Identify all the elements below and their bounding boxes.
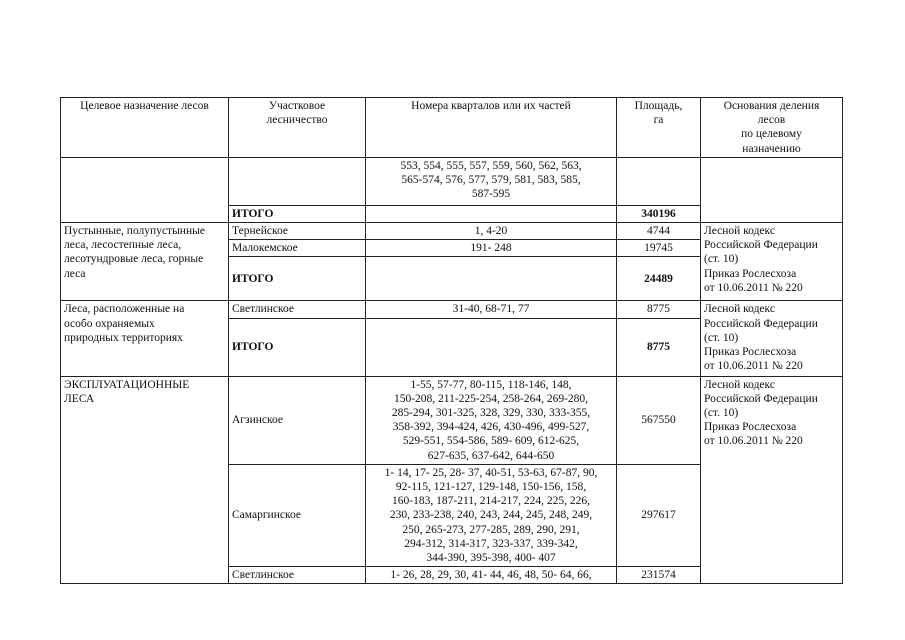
quarters-cell: 1- 14, 17- 25, 28- 37, 40-51, 53-63, 67-87, 90, 92-115, 121-127, 129-148, 150-156, 158, 160-183, 187-211, 214-217, 224, 225, 226, 230, 233-238, 240, 243, 244, 245, 248, 249, 250, 265-273, 277-285, 289, 290, 291, 294-312, 314-317, 323-337, 339-342, 344-390, 395-398, 400- 407 [366,464,617,566]
area-cell: 297617 [617,464,701,566]
table-row [61,157,843,205]
quarters-cell: 1-55, 57-77, 80-115, 118-146, 148, 150-208, 211-225-254, 258-264, 269-280, 285-294, 301-325, 328, 329, 330, 333-355, 358-392, 394-424, 426, 430-496, 499-527, 529-551, 554-586, 589- 609, 612-625, 627-635, 637-642, 644-650 [366,376,617,464]
basis-cell: Лесной кодекс Российской Федерации (ст. 10) Приказ Рослесхоза от 10.06.2011 № 220 [701,376,843,584]
forestry-cell: Светлинское [229,301,366,318]
total-quarters-empty [366,318,617,376]
table-header-row [61,98,843,158]
table-row [61,301,843,318]
header-basis: Основания деления лесов по целевому назначению [701,98,843,158]
forest-purpose-table [60,97,843,584]
header-forestry: Участковое лесничество [229,98,366,158]
quarters-cell: 31-40, 68-71, 77 [366,301,617,318]
table-row [61,376,843,464]
quarters-cell: 1- 26, 28, 29, 30, 41- 44, 46, 48, 50- 64, 66, [366,567,617,584]
purpose-cell: Леса, расположенные на особо охраняемых природных территориях [61,301,229,376]
forestry-cell: Светлинское [229,567,366,584]
total-quarters-empty [366,205,617,222]
total-area: 24489 [617,257,701,301]
total-area: 8775 [617,318,701,376]
purpose-cell: ЭКСПЛУАТАЦИОННЫЕ ЛЕСА [61,376,229,584]
cont-quarters-cell: 553, 554, 555, 557, 559, 560, 562, 563, 565-574, 576, 577, 579, 581, 583, 585, 587-595 [366,157,617,205]
area-cell: 8775 [617,301,701,318]
area-cell: 4744 [617,223,701,240]
quarters-cell: 191- 248 [366,240,617,257]
forestry-cell: Агзинское [229,376,366,464]
cont-basis-cell [701,157,843,222]
table-row [61,223,843,240]
total-label: ИТОГО [229,257,366,301]
total-area: 340196 [617,205,701,222]
total-label: ИТОГО [229,318,366,376]
area-cell: 567550 [617,376,701,464]
basis-cell: Лесной кодекс Российской Федерации (ст. 10) Приказ Рослесхоза от 10.06.2011 № 220 [701,223,843,301]
cont-purpose-cell [61,157,229,222]
header-area: Площадь, га [617,98,701,158]
purpose-cell: Пустынные, полупустынные леса, лесостепные леса, лесотундровые леса, горные леса [61,223,229,301]
forestry-cell: Самаргинское [229,464,366,566]
header-purpose: Целевое назначение лесов [61,98,229,158]
basis-cell: Лесной кодекс Российской Федерации (ст. 10) Приказ Рослесхоза от 10.06.2011 № 220 [701,301,843,376]
total-label: ИТОГО [229,205,366,222]
forestry-cell: Малокемское [229,240,366,257]
area-cell: 231574 [617,567,701,584]
forestry-cell: Тернейское [229,223,366,240]
total-quarters-empty [366,257,617,301]
cont-forestry-cell [229,157,366,205]
header-quarters: Номера кварталов или их частей [366,98,617,158]
area-cell: 19745 [617,240,701,257]
quarters-cell: 1, 4-20 [366,223,617,240]
cont-area-cell [617,157,701,205]
